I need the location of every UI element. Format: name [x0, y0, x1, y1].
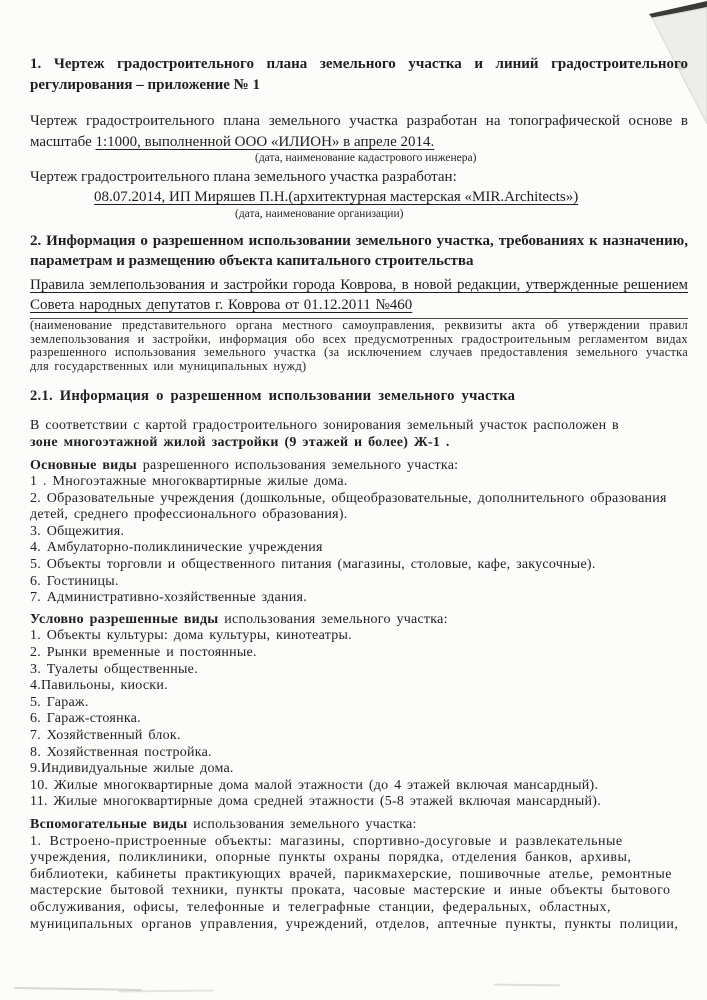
- auxiliary-uses-label-bold: Вспомогательные виды: [30, 816, 188, 832]
- list-item: 5. Объекты торговли и общественного питания (магазины, столовые, кафе, закусочные).: [30, 557, 596, 573]
- conditional-uses-label-rest: использования земельного участка:: [218, 611, 448, 627]
- zoning-intro-line1: В соответствии с картой градостроительного зонирования земельный участок расположен в: [30, 418, 619, 434]
- pzz-underlined-text: Правила землепользования и застройки города Коврова, в новой редакции, утвержденные решением Совета народных депутатов г. Коврова от 01.12.2011 №460: [30, 276, 688, 314]
- list-item: 10. Жилые многоквартирные дома малой этажности (до 4 этажей включая мансардный).: [30, 777, 599, 793]
- scan-line-artifact: [118, 989, 214, 992]
- list-item: 1 . Многоэтажные многоквартирные жилые дома.: [30, 474, 348, 490]
- list-item: 1. Объекты культуры: дома культуры, кинотеатры.: [30, 628, 352, 644]
- list-item: 2. Образовательные учреждения (дошкольные, общеобразовательные, дополнительного образования детей, среднего профессионального образования).: [30, 490, 667, 523]
- list-item: 9.Индивидуальные жилые дома.: [30, 761, 234, 777]
- section1-para-developed-by: Чертеж градостроительного плана земельного участка разработан:: [30, 168, 457, 185]
- developer-underlined-value: 08.07.2014, ИП Миряшев П.Н.(архитектурная мастерская «MIR.Architects»): [94, 189, 579, 206]
- main-uses-list: [30, 474, 688, 607]
- list-item: 7. Административно-хозяйственные здания.: [30, 590, 307, 606]
- main-uses-label-rest: разрешенного использования земельного участка:: [136, 457, 459, 473]
- caption-cadastral-engineer: (дата, наименование кадастрового инженера): [255, 152, 477, 165]
- para-basis-underlined-value: 1:1000, выполненной ООО «ИЛИОН» в апреле 2014.: [95, 133, 435, 150]
- caption-organization: (дата, наименование организации): [235, 208, 404, 221]
- main-uses-label-bold: Основные виды: [30, 457, 137, 473]
- conditional-uses-list: [30, 628, 688, 811]
- list-item: 5. Гараж.: [30, 694, 89, 710]
- list-item: 8. Хозяйственная постройка.: [30, 744, 212, 760]
- para-basis-text: Чертеж градостроительного плана земельного участка разработан на топографической основе в масштабе: [30, 113, 688, 150]
- auxiliary-uses-label-rest: использования земельного участка:: [187, 816, 417, 832]
- list-item: 3. Туалеты общественные.: [30, 661, 198, 677]
- list-item: 7. Хозяйственный блок.: [30, 728, 181, 743]
- list-item: 11. Жилые многоквартирные дома средней этажности (5-8 этажей включая мансардный).: [30, 794, 601, 810]
- scan-line-artifact: [494, 984, 560, 986]
- section1-heading: 1. Чертеж градостроительного плана земельного участка и линий градостроительного регулирования – приложение № 1: [30, 56, 688, 93]
- pzz-caption: (наименование представительного органа местного самоуправления, реквизиты акта об утверждении правил землепользования и застройки, информация обо всех предусмотренных градостроительным регламентом видах разрешенного использования земельного участка (за исключением случаев предоставления земельного участка для государственных или муниципальных нужд): [30, 317, 688, 373]
- zoning-intro: [30, 418, 688, 451]
- list-item: 6. Гараж-стоянка.: [30, 711, 141, 727]
- auxiliary-uses-label: [30, 817, 688, 834]
- section1-para-basis: [30, 111, 688, 152]
- conditional-uses-label-bold: Условно разрешенные виды: [30, 611, 219, 627]
- main-uses-label: [30, 458, 688, 475]
- list-item: 3. Общежития.: [30, 523, 125, 539]
- zoning-intro-zone-bold: зоне многоэтажной жилой застройки (9 этажей и более) Ж-1 .: [30, 434, 450, 450]
- auxiliary-uses-paragraph: 1. Встроено-пристроенные объекты: магазины, спортивно-досуговые и развлекательные учреждения, поликлиники, опорные пункты охраны порядка, отделения банков, архивы, библиотеки, кабинеты практикующих врачей, парикмахерские, пошивочные ателье, ремонтные мастерские бытовой техники, пункты проката, часовые мастерские и иные объекты бытового обслуживания, офисы, телефонные и телеграфные станции, федеральных, областных, муниципальных органов управления, учреждений, отделов, аптечные пункты, пункты полиции,: [30, 833, 679, 932]
- list-item: 4. Амбулаторно-поликлинические учреждения: [30, 540, 323, 556]
- section2-heading: 2. Информация о разрешенном использовании земельного участка, требованиях к назначению, параметрам и размещению объекта капитального строительства: [30, 232, 688, 270]
- list-item: 2. Рынки временные и постоянные.: [30, 645, 257, 661]
- list-item: 4.Павильоны, киоски.: [30, 678, 168, 694]
- conditional-uses-label: [30, 612, 688, 629]
- section21-heading: 2.1. Информация о разрешенном использовании земельного участка: [30, 388, 516, 405]
- list-item: 6. Гостиницы.: [30, 573, 119, 589]
- page-content: [30, 54, 688, 933]
